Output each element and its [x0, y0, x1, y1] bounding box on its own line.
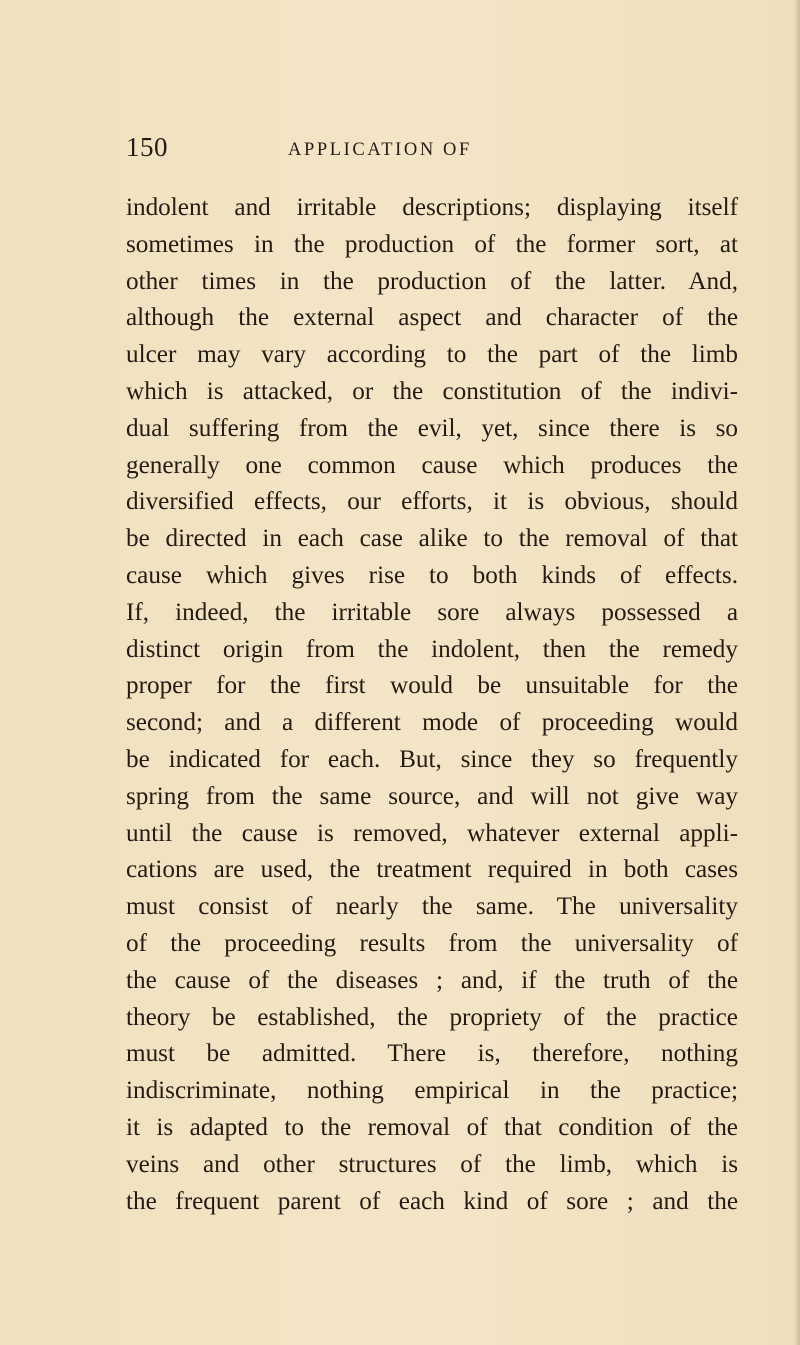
text-line: sometimes in the production of the former sort, at [126, 230, 738, 258]
text-line: other times in the production of the latter. And, [126, 267, 738, 295]
running-head: APPLICATION OF [288, 140, 472, 160]
text-line: of the proceeding results from the universality of [126, 929, 738, 957]
text-line: dual suffering from the evil, yet, since there is so [126, 414, 738, 442]
page-number: 150 [126, 132, 168, 162]
text-line: be indicated for each. But, since they so frequently [126, 745, 738, 773]
text-line: diversified effects, our efforts, it is obvious, should [126, 488, 738, 516]
page-header [0, 132, 800, 172]
text-line: spring from the same source, and will not give way [126, 782, 738, 810]
text-line: theory be established, the propriety of the practice [126, 1003, 738, 1031]
text-line: which is attacked, or the constitution of the indivi- [126, 377, 738, 405]
text-line: must consist of nearly the same. The universality [126, 893, 738, 921]
body-text [126, 190, 738, 1220]
text-line: must be admitted. There is, therefore, nothing [126, 1040, 738, 1068]
text-line: generally one common cause which produces the [126, 451, 738, 479]
text-line: although the external aspect and character of the [126, 304, 738, 332]
text-line: distinct origin from the indolent, then the remedy [126, 635, 738, 663]
text-line: cause which gives rise to both kinds of effects. [126, 561, 738, 589]
text-line: indiscriminate, nothing empirical in the practice; [126, 1077, 738, 1105]
text-line: the cause of the diseases ; and, if the truth of the [126, 966, 738, 994]
text-line: cations are used, the treatment required in both cases [126, 856, 738, 884]
text-line: be directed in each case alike to the removal of that [126, 525, 738, 553]
text-line: indolent and irritable descriptions; displaying itself [126, 194, 738, 221]
page-edge-shadow [794, 0, 800, 1345]
text-line: until the cause is removed, whatever external appli- [126, 819, 738, 847]
text-line: the frequent parent of each kind of sore ; and the [126, 1187, 738, 1215]
text-line: second; and a different mode of proceeding would [126, 709, 738, 737]
text-line: ulcer may vary according to the part of the limb [126, 341, 738, 369]
text-line: veins and other structures of the limb, which is [126, 1150, 738, 1178]
text-line: it is adapted to the removal of that condition of the [126, 1113, 738, 1141]
text-line: proper for the first would be unsuitable for the [126, 672, 738, 700]
text-line: If, indeed, the irritable sore always possessed a [126, 598, 738, 626]
